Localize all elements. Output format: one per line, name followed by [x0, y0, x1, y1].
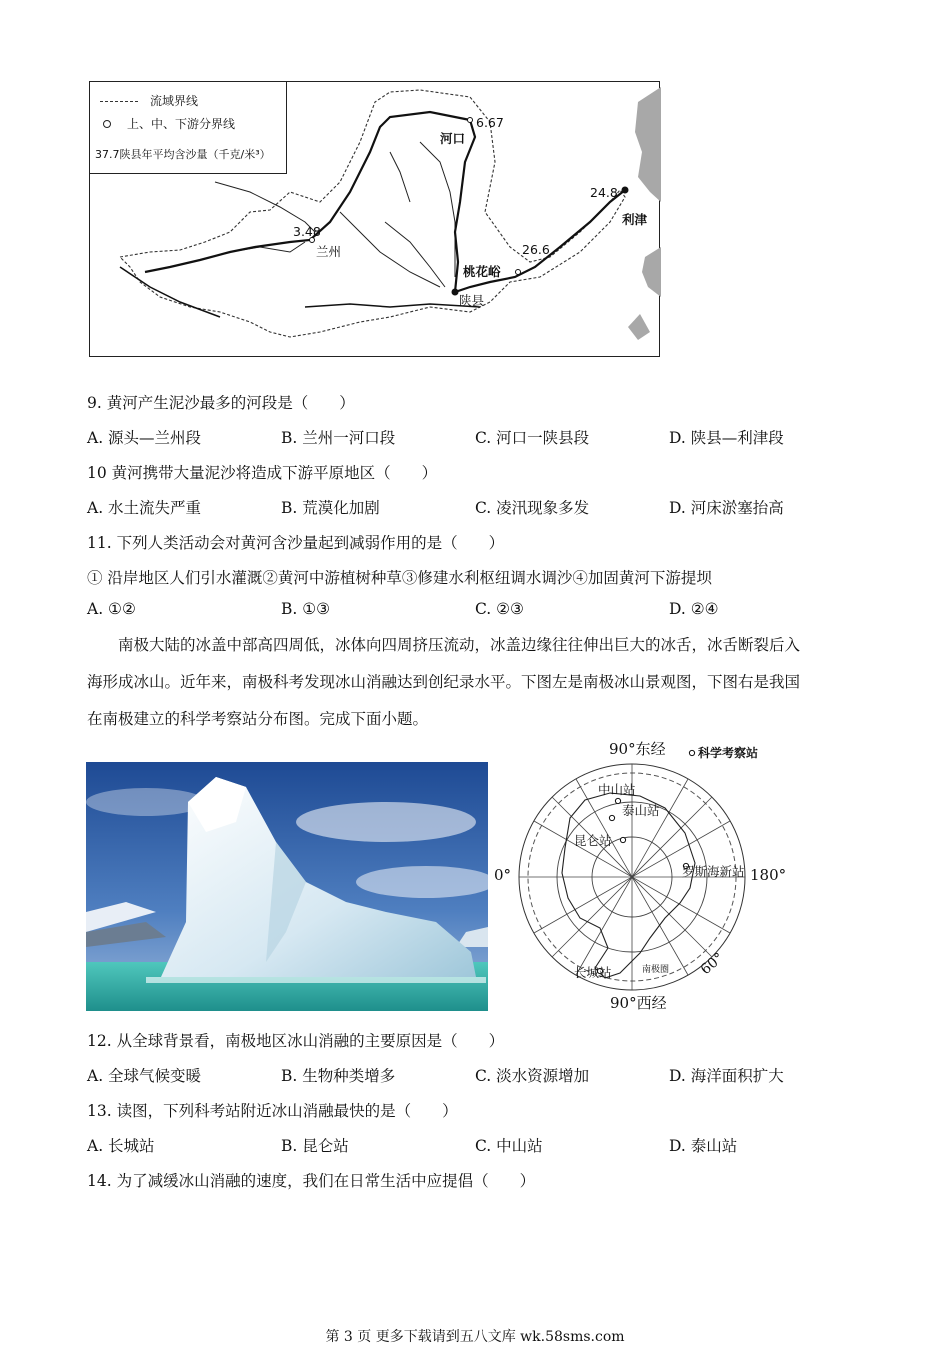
q11-option-b: B. ①③ — [281, 600, 331, 618]
question-13-stem: 13. 读图，下列科考站附近冰山消融最快的是（ ） — [87, 1102, 458, 1120]
yellow-river-map — [89, 81, 660, 357]
passage-line-1: 南极大陆的冰盖中部高四周低，冰体向四周挤压流动，冰盖边缘往往伸出巨大的冰舌，冰舌断裂后入 — [118, 636, 801, 654]
q10-option-b: B. 荒漠化加剧 — [281, 499, 380, 517]
q12-option-d: D. 海洋面积扩大 — [669, 1067, 784, 1085]
question-11-statement: ① 沿岸地区人们引水灌溉②黄河中游植树种草③修建水利枢纽调水调沙④加固黄河下游提坝 — [87, 569, 712, 587]
q9-option-c: C. 河口一陕县段 — [475, 429, 590, 447]
question-11-stem: 11. 下列人类活动会对黄河含沙量起到减弱作用的是（ ） — [87, 534, 505, 552]
q10-option-d: D. 河床淤塞抬高 — [669, 499, 784, 517]
place-shanxian: 陕县 — [459, 293, 485, 308]
polar-grid — [490, 738, 790, 1016]
place-lijin: 利津 — [622, 212, 648, 227]
legend-boundary: 流域界线 — [100, 92, 198, 109]
q11-option-d: D. ②④ — [669, 600, 719, 618]
q13-option-b: B. 昆仑站 — [281, 1137, 349, 1155]
q9-option-b: B. 兰州一河口段 — [281, 429, 396, 447]
value-lijin: 24.8 — [590, 185, 618, 200]
label-60deg: 60° — [697, 949, 728, 979]
place-hekou: 河口 — [440, 131, 466, 146]
q9-option-d: D. 陕县—利津段 — [669, 429, 784, 447]
legend-sample: 37.7陕县年平均含沙量（千克/米³） — [95, 148, 271, 161]
value-lanzhou: 3.48 — [293, 224, 321, 239]
iceberg-photo — [86, 762, 488, 1011]
question-10-stem: 10 黄河携带大量泥沙将造成下游平原地区（ ） — [87, 464, 438, 482]
q11-option-a: A. ①② — [87, 600, 136, 618]
q12-option-c: C. 淡水资源增加 — [475, 1067, 590, 1085]
antarctic-station-map — [490, 738, 790, 1016]
label-0deg: 0° — [494, 866, 512, 884]
value-taohuayu: 26.6 — [522, 242, 550, 257]
map-legend — [90, 82, 287, 174]
q13-option-a: A. 长城站 — [87, 1137, 155, 1155]
legend-divider: 上、中、下游分界线 — [103, 115, 235, 132]
q10-option-c: C. 凌汛现象多发 — [475, 499, 590, 517]
passage-line-2: 海形成冰山。近年来，南极科考发现冰山消融达到创纪录水平。下图左是南极冰山景观图，下图右是我国 — [87, 673, 801, 691]
legend-station: 科学考察站 — [698, 746, 759, 760]
question-9-stem: 9. 黄河产生泥沙最多的河段是（ ） — [87, 394, 355, 412]
station-zhongshan: 中山站 — [598, 782, 636, 797]
station-changcheng: 长城站 — [574, 965, 612, 980]
q10-option-a: A. 水土流失严重 — [87, 499, 202, 517]
station-ross: 罗斯海新站 — [682, 864, 745, 879]
q13-option-d: D. 泰山站 — [669, 1137, 738, 1155]
q12-option-b: B. 生物种类增多 — [281, 1067, 396, 1085]
place-lanzhou: 兰州 — [316, 244, 342, 259]
station-kunlun: 昆仑站 — [574, 833, 612, 848]
question-12-stem: 12. 从全球背景看，南极地区冰山消融的主要原因是（ ） — [87, 1032, 505, 1050]
q12-option-a: A. 全球气候变暖 — [87, 1067, 202, 1085]
label-antarctic-circle: 南极圈 — [642, 965, 670, 975]
place-taohuayu: 桃花峪 — [463, 264, 501, 279]
page-footer: 第 3 页 更多下载请到五八文库 wk.58sms.com — [325, 1329, 625, 1345]
q9-option-a: A. 源头—兰州段 — [87, 429, 202, 447]
value-hekou: 6.67 — [476, 115, 504, 130]
q11-option-c: C. ②③ — [475, 600, 524, 618]
label-90w: 90°西经 — [610, 994, 667, 1012]
label-180deg: 180° — [750, 866, 787, 884]
station-taishan: 泰山站 — [622, 803, 660, 818]
question-14-stem: 14. 为了减缓冰山消融的速度，我们在日常生活中应提倡（ ） — [87, 1172, 536, 1190]
q13-option-c: C. 中山站 — [475, 1137, 543, 1155]
passage-line-3: 在南极建立的科学考察站分布图。完成下面小题。 — [87, 710, 429, 728]
label-90e: 90°东经 — [609, 740, 666, 758]
iceberg-illustration — [86, 762, 488, 1011]
